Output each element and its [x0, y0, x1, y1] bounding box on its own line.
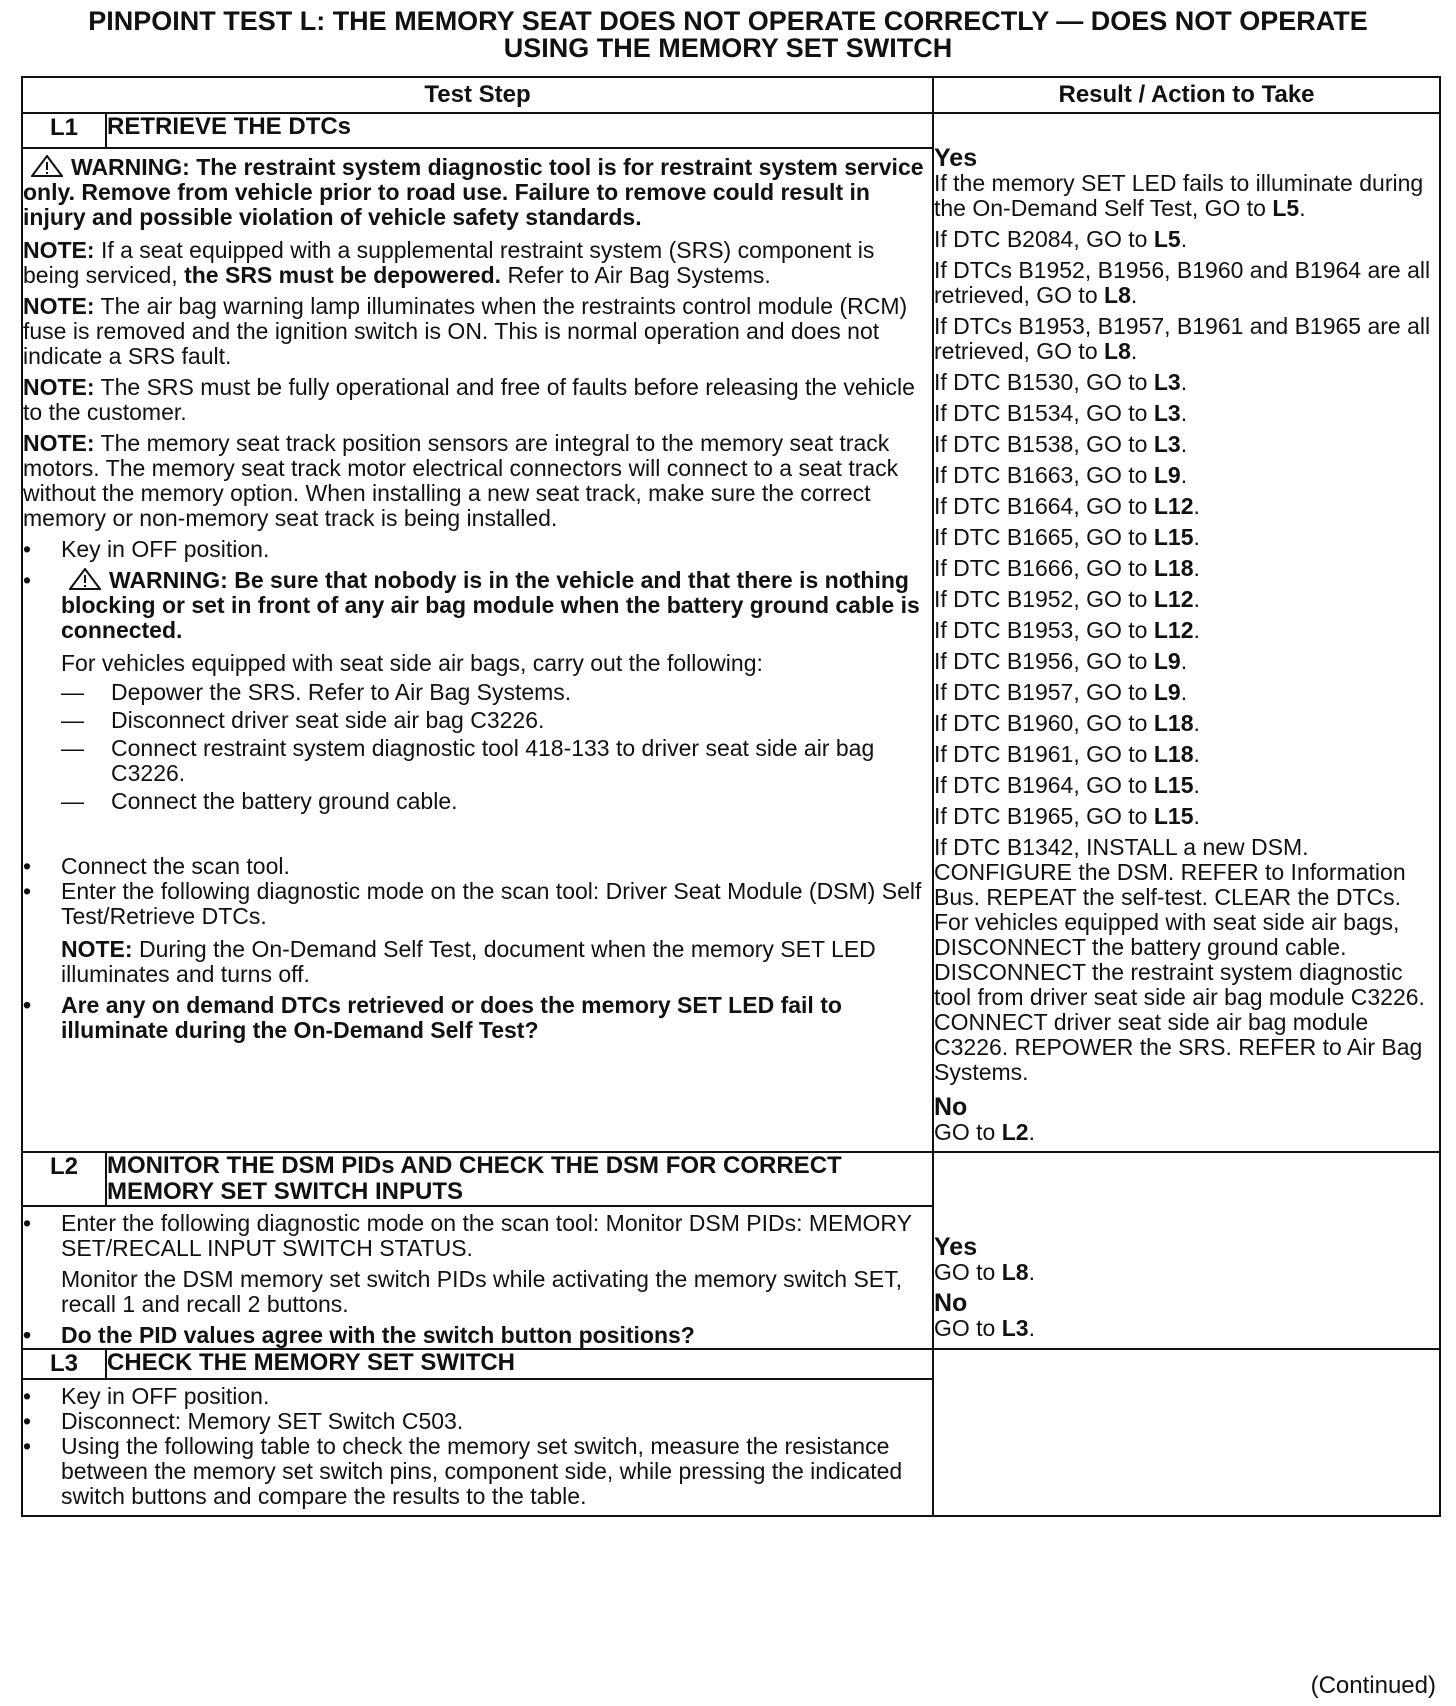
dtc-action: If DTC B1956, GO to L9.	[934, 648, 1188, 674]
l2-monitor-text: Monitor the DSM memory set switch PIDs while activating the memory switch SET, recall 1 and recall 2 buttons.	[61, 1266, 903, 1317]
dtc-action: If DTC B1534, GO to L3.	[934, 400, 1188, 426]
result-l2	[933, 1152, 1440, 1349]
dtc-action-list	[934, 227, 1439, 829]
dash-item: — Depower the SRS. Refer to Air Bag Systems.	[61, 680, 932, 705]
seat-side-intro: For vehicles equipped with seat side air bags, carry out the following:	[61, 650, 763, 676]
dtc-action: If DTC B1965, GO to L15.	[934, 803, 1200, 829]
yes-action-l2: GO to L8.	[934, 1259, 1035, 1285]
l3-bullet: • Disconnect: Memory SET Switch C503.	[23, 1409, 932, 1434]
enter-mode-text: • Enter the following diagnostic mode on the scan tool: Driver Seat Module (DSM) Self Test/Retrieve DTCs.	[61, 878, 922, 929]
note-on-demand: NOTE: During the On-Demand Self Test, document when the memory SET LED illuminates and turns off.	[61, 936, 876, 987]
l3-bullet: • Key in OFF position.	[23, 1384, 932, 1409]
no-label-l2: No	[934, 1289, 968, 1317]
result-l3	[933, 1349, 1440, 1516]
l2-enter-mode-text: • Enter the following diagnostic mode on the scan tool: Monitor DSM PIDs: MEMORY SET/RECALL INPUT SWITCH STATUS.	[61, 1210, 912, 1261]
l2-bullet-list	[23, 1211, 932, 1348]
dtc-action: If DTCs B1952, B1956, B1960 and B1964 are all retrieved, GO to L8.	[934, 257, 1431, 308]
title-line-1: PINPOINT TEST L: THE MEMORY SEAT DOES NOT OPERATE CORRECTLY — DOES NOT OPERATE	[88, 6, 1368, 36]
dtc-action: If DTC B1960, GO to L18.	[934, 710, 1200, 736]
dtc-action: If DTC B1957, GO to L9.	[934, 679, 1188, 705]
step-id-l3: L3	[22, 1349, 106, 1379]
question-l1: • Are any on demand DTCs retrieved or does the memory SET LED fail to illuminate during the On-Demand Self Test?	[23, 993, 932, 1043]
warning-triangle-icon	[31, 155, 63, 177]
yes-label-l2: Yes	[934, 1233, 978, 1261]
dtc-action: If DTC B1530, GO to L3.	[934, 369, 1188, 395]
dtc-action: If DTCs B1953, B1957, B1961 and B1965 are all retrieved, GO to L8.	[934, 313, 1431, 364]
note-srs-operational: NOTE: The SRS must be fully operational and free of faults before releasing the vehicle to the customer.	[23, 374, 915, 425]
step-title-l1: RETRIEVE THE DTCs	[106, 113, 933, 148]
question-l2: • Do the PID values agree with the switch button positions?	[23, 1323, 932, 1348]
b1342-action: If DTC B1342, INSTALL a new DSM. CONFIGURE the DSM. REFER to Information Bus. REPEAT the self-test. CLEAR the DTCs. For vehicles equipped with seat side air bags, DISCONNECT the battery ground cable. DISCONNECT the restraint system diagnostic tool from driver seat side air bag module C3226. CONNECT driver seat side air bag module C3226. REPOWER the SRS. REFER to Air Bag Systems.	[934, 834, 1425, 1085]
step-content-l3	[22, 1379, 933, 1516]
step-l1-title-row	[22, 113, 1440, 148]
warning-nobody-in-vehicle: • WARNING: Be sure that nobody is in the vehicle and that there is nothing blocking or set in front of any air bag module when the battery ground cable is connected.	[61, 567, 920, 643]
header-row	[22, 77, 1440, 113]
dtc-action: If DTC B1665, GO to L15.	[934, 524, 1200, 550]
header-result: Result / Action to Take	[933, 77, 1440, 113]
dash-item: — Disconnect driver seat side air bag C3226.	[61, 708, 932, 733]
dtc-action: If DTC B1961, GO to L18.	[934, 741, 1200, 767]
bullet-key-off: • Key in OFF position.	[23, 537, 932, 562]
dtc-action: If DTC B1663, GO to L9.	[934, 462, 1188, 488]
step-id-l1: L1	[22, 113, 106, 148]
step-content-l1	[22, 148, 933, 1152]
yes-intro-l1: If the memory SET LED fails to illuminate during the On-Demand Self Test, GO to L5.	[934, 170, 1424, 221]
no-action-l2: GO to L3.	[934, 1315, 1035, 1341]
pinpoint-table	[21, 76, 1441, 1517]
dtc-action: If DTC B1964, GO to L15.	[934, 772, 1200, 798]
yes-label-l1: Yes	[934, 144, 978, 172]
dtc-action: If DTC B1538, GO to L3.	[934, 431, 1188, 457]
warning-diagnostic-tool: WARNING: The restraint system diagnostic tool is for restraint system service only. Remove from vehicle prior to road use. Failure to remove could result in injury and possible violation of vehicle safety standards.	[23, 154, 924, 230]
step-content-l2	[22, 1206, 933, 1349]
note-track-sensors: NOTE: The memory seat track position sensors are integral to the memory seat track motors. The memory seat track motor electrical connectors will connect to a seat track without the memory option. When installing a new seat track, make sure the correct memory or non-memory seat track is being installed.	[23, 430, 899, 531]
note-air-bag-lamp: NOTE: The air bag warning lamp illuminates when the restraints control module (RCM) fuse is removed and the ignition switch is ON. This is normal operation and does not indicate a SRS fault.	[23, 293, 908, 369]
bullet-connect-scan-tool: • Connect the scan tool.	[23, 854, 932, 879]
l1-bullet-list-b	[23, 854, 932, 1043]
step-title-l3: CHECK THE MEMORY SET SWITCH	[106, 1349, 933, 1379]
dtc-action: If DTC B1664, GO to L12.	[934, 493, 1200, 519]
dtc-action: If DTC B1666, GO to L18.	[934, 555, 1200, 581]
dash-item: — Connect the battery ground cable.	[61, 789, 932, 814]
step-id-l2: L2	[22, 1152, 106, 1206]
no-label-l1: No	[934, 1093, 968, 1121]
dtc-action: If DTC B1952, GO to L12.	[934, 586, 1200, 612]
continued-label: (Continued)	[1310, 1672, 1436, 1699]
bullet-monitor-pids	[23, 1211, 932, 1317]
bullet-enter-mode	[23, 879, 932, 987]
result-l1	[933, 113, 1440, 1152]
l3-bullet-list	[23, 1384, 932, 1509]
step-l2-title-row	[22, 1152, 1440, 1206]
seat-side-steps	[61, 680, 932, 814]
dtc-action: If DTC B2084, GO to L5.	[934, 226, 1188, 252]
step-title-l2: MONITOR THE DSM PIDs AND CHECK THE DSM FOR CORRECT MEMORY SET SWITCH INPUTS	[106, 1152, 933, 1206]
header-test-step: Test Step	[22, 77, 933, 113]
note-srs-depower: NOTE: If a seat equipped with a supplemental restraint system (SRS) component is being serviced, the SRS must be depowered. Refer to Air Bag Systems.	[23, 237, 875, 288]
dtc-action: If DTC B1953, GO to L12.	[934, 617, 1200, 643]
title-line-2: USING THE MEMORY SET SWITCH	[503, 33, 953, 63]
bullet-warning-nobody	[23, 568, 932, 814]
l1-bullet-list-a	[23, 537, 932, 814]
warning-triangle-icon	[69, 568, 101, 590]
l3-bullet: • Using the following table to check the memory set switch, measure the resistance between the memory set switch pins, component side, while pressing the indicated switch buttons and compare the results to the table.	[23, 1434, 932, 1509]
dash-item: — Connect restraint system diagnostic tool 418-133 to driver seat side air bag C3226.	[61, 736, 932, 786]
page-title	[0, 8, 1456, 62]
no-action-l1: GO to L2.	[934, 1119, 1035, 1145]
step-l3-title-row	[22, 1349, 1440, 1379]
